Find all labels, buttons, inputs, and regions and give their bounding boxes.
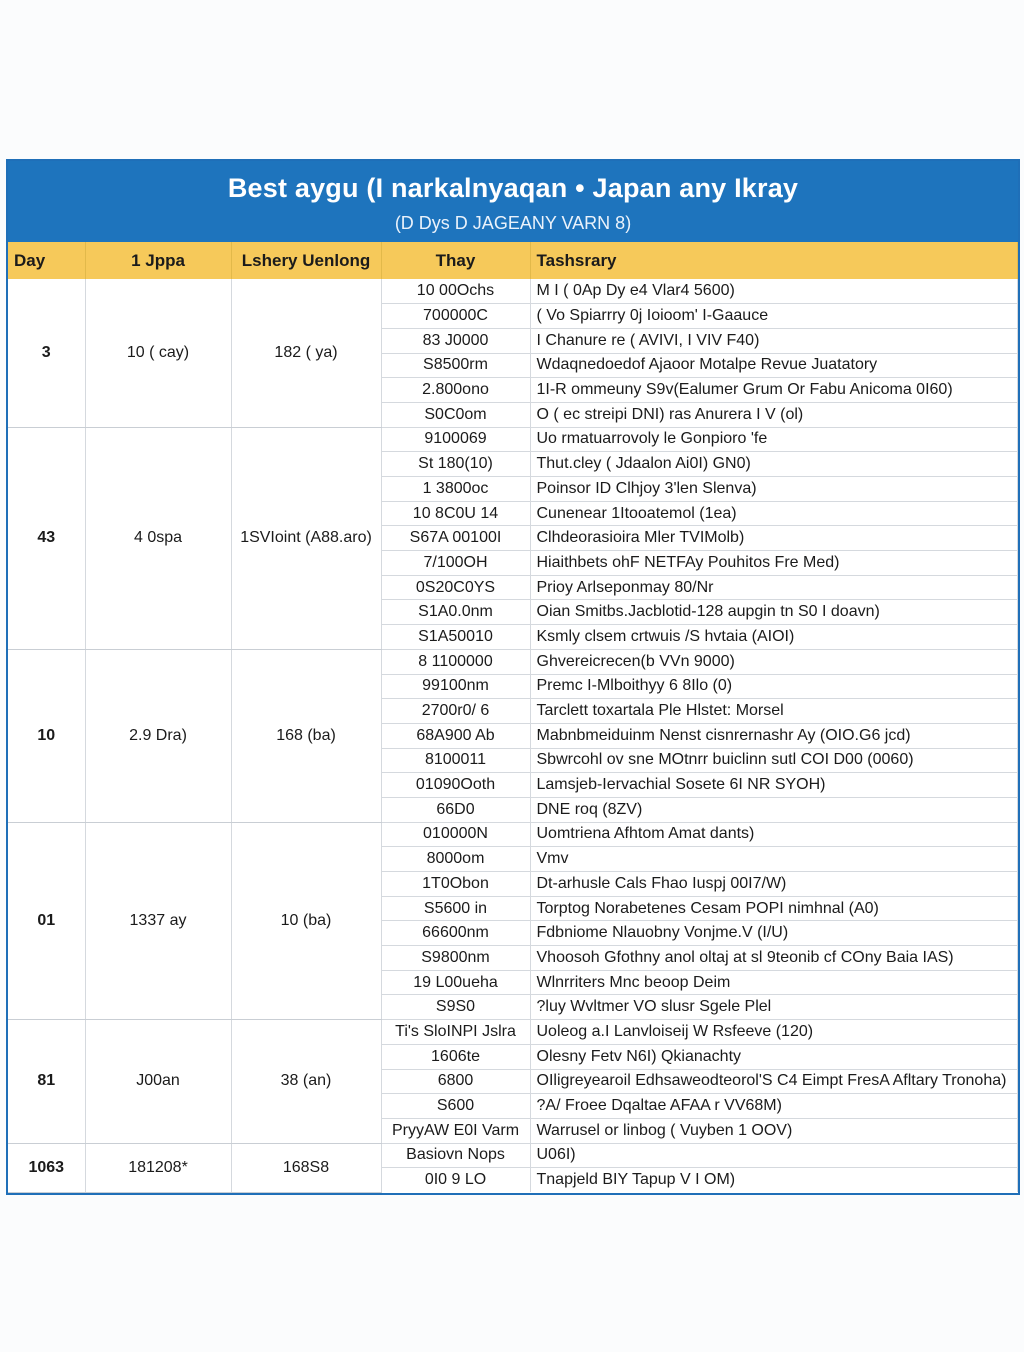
activity-cell: 1I-R ommeuny S9v(Ealumer Grum Or Fabu Anicoma 0I60)	[530, 378, 1018, 403]
time-cell: St 180(10)	[381, 452, 530, 477]
activity-cell: O ( ec streipi DNI) ras Anurera I V (ol)	[530, 402, 1018, 427]
time-cell: 68A900 Ab	[381, 723, 530, 748]
time-cell: S67A 00100I	[381, 526, 530, 551]
table-body	[8, 279, 1018, 1192]
time-cell: S1A50010	[381, 625, 530, 650]
activity-cell: Vhoosoh Gfothny anol oltaj at sl 9teonib cf COny Baia IAS)	[530, 946, 1018, 971]
group-day-cell: 43	[8, 427, 85, 649]
title-banner	[8, 161, 1018, 242]
time-cell: 1606te	[381, 1044, 530, 1069]
activity-cell: Dt-arhusle Cals Fhao Iuspj 00I7/W)	[530, 872, 1018, 897]
activity-cell: Uoleog a.I Lanvloiseij W Rsfeeve (120)	[530, 1020, 1018, 1045]
activity-cell: Warrusel or linbog ( Vuyben 1 OOV)	[530, 1118, 1018, 1143]
activity-cell: Torptog Norabetenes Cesam POPI nimhnal (A0)	[530, 896, 1018, 921]
table-row	[8, 822, 1018, 847]
table-row	[8, 649, 1018, 674]
time-cell: 7/100OH	[381, 551, 530, 576]
activity-cell: Hiaithbets ohF NETFAy Pouhitos Fre Med)	[530, 551, 1018, 576]
activity-cell: Vmv	[530, 847, 1018, 872]
table-row	[8, 427, 1018, 452]
group-day-cell: 81	[8, 1020, 85, 1143]
time-cell: 66600nm	[381, 921, 530, 946]
activity-cell: Cunenear 1Itooatemol (1ea)	[530, 501, 1018, 526]
group-col2-cell: 4 0spa	[85, 427, 231, 649]
activity-cell: OIligreyearoil Edhsaweodteorol'S C4 Eimpt FresA Afltary Tronoha)	[530, 1069, 1018, 1094]
time-cell: 99100nm	[381, 674, 530, 699]
group-col2-cell: 181208*	[85, 1143, 231, 1192]
group-day-cell: 01	[8, 822, 85, 1020]
time-cell: 8 1100000	[381, 649, 530, 674]
activity-cell: Thut.cley ( Jdaalon Ai0I) GN0)	[530, 452, 1018, 477]
time-cell: 700000C	[381, 304, 530, 329]
table-row	[8, 1020, 1018, 1045]
column-header-activity: Tashsrary	[530, 242, 1018, 279]
activity-cell: Ksmly clsem crtwuis /S hvtaia (AIOI)	[530, 625, 1018, 650]
time-cell: 10 00Ochs	[381, 279, 530, 304]
time-cell: PryyAW E0I Varm	[381, 1118, 530, 1143]
time-cell: 8100011	[381, 748, 530, 773]
time-cell: 10 8C0U 14	[381, 501, 530, 526]
activity-cell: Tarclett toxartala Ple Hlstet: Morsel	[530, 699, 1018, 724]
time-cell: S1A0.0nm	[381, 600, 530, 625]
activity-cell: ?luy Wvltmer VO slusr Sgele Plel	[530, 995, 1018, 1020]
activity-cell: Oian Smitbs.Jacblotid-128 aupgin tn S0 I doavn)	[530, 600, 1018, 625]
group-col3-cell: 168 (ba)	[231, 649, 381, 822]
column-header-day: Day	[8, 242, 85, 279]
time-cell: S0C0om	[381, 402, 530, 427]
column-header-2: 1 Jppa	[85, 242, 231, 279]
time-cell: 66D0	[381, 797, 530, 822]
group-col3-cell: 10 (ba)	[231, 822, 381, 1020]
activity-cell: Prioy Arlseponmay 80/Nr	[530, 575, 1018, 600]
group-col3-cell: 38 (an)	[231, 1020, 381, 1143]
page-title: Best aygu (I narkalnyaqan • Japan any Ikray	[227, 173, 799, 203]
time-cell: 2.800ono	[381, 378, 530, 403]
activity-cell: Uomtriena Afhtom Amat dants)	[530, 822, 1018, 847]
time-cell: Basiovn Nops	[381, 1143, 530, 1168]
activity-cell: DNE roq (8ZV)	[530, 797, 1018, 822]
time-cell: Ti's SloINPI Jslra	[381, 1020, 530, 1045]
itinerary-table-frame	[6, 159, 1020, 1195]
time-cell: 6800	[381, 1069, 530, 1094]
activity-cell: Olesny Fetv N6I) Qkianachty	[530, 1044, 1018, 1069]
activity-cell: Premc I-Mlboithyy 6 8Ilo (0)	[530, 674, 1018, 699]
itinerary-table	[8, 242, 1018, 1193]
group-col2-cell: 1337 ay	[85, 822, 231, 1020]
table-header-row	[8, 242, 1018, 279]
activity-cell: U06I)	[530, 1143, 1018, 1168]
time-cell: S9800nm	[381, 946, 530, 971]
table-row	[8, 279, 1018, 304]
table-row	[8, 1143, 1018, 1168]
activity-cell: Wdaqnedoedof Ajaoor Motalpe Revue Juatatory	[530, 353, 1018, 378]
activity-cell: Mabnbmeiduinm Nenst cisnrernashr Ay (OIO.G6 jcd)	[530, 723, 1018, 748]
time-cell: 01090Ooth	[381, 773, 530, 798]
activity-cell: M I ( 0Ap Dy e4 Vlar4 5600)	[530, 279, 1018, 304]
activity-cell: Sbwrcohl ov sne MOtnrr buiclinn sutl COI D00 (0060)	[530, 748, 1018, 773]
group-col2-cell: 10 ( cay)	[85, 279, 231, 427]
activity-cell: Lamsjeb-Iervachial Sosete 6I NR SYOH)	[530, 773, 1018, 798]
group-day-cell: 3	[8, 279, 85, 427]
activity-cell: Tnapjeld BIY Tapup V I OM)	[530, 1168, 1018, 1193]
group-col3-cell: 182 ( ya)	[231, 279, 381, 427]
time-cell: 0I0 9 LO	[381, 1168, 530, 1193]
time-cell: 010000N	[381, 822, 530, 847]
activity-cell: I Chanure re ( AVIVI, I VIV F40)	[530, 328, 1018, 353]
time-cell: S9S0	[381, 995, 530, 1020]
time-cell: S5600 in	[381, 896, 530, 921]
activity-cell: Wlnrriters Mnc beoop Deim	[530, 970, 1018, 995]
time-cell: S600	[381, 1094, 530, 1119]
time-cell: 83 J0000	[381, 328, 530, 353]
activity-cell: Uo rmatuarrovoly le Gonpioro 'fe	[530, 427, 1018, 452]
group-col2-cell: J00an	[85, 1020, 231, 1143]
time-cell: 2700r0/ 6	[381, 699, 530, 724]
activity-cell: ( Vo Spiarrry 0j Ioioom' I-Gaauce	[530, 304, 1018, 329]
activity-cell: Ghvereicrecen(b VVn 9000)	[530, 649, 1018, 674]
group-day-cell: 1063	[8, 1143, 85, 1192]
group-col3-cell: 168S8	[231, 1143, 381, 1192]
time-cell: 1T0Obon	[381, 872, 530, 897]
column-header-time: Thay	[381, 242, 530, 279]
activity-cell: Fdbniome Nlauobny Vonjme.V (I/U)	[530, 921, 1018, 946]
time-cell: 0S20C0YS	[381, 575, 530, 600]
activity-cell: ?A/ Froee Dqaltae AFAA r VV68M)	[530, 1094, 1018, 1119]
time-cell: S8500rm	[381, 353, 530, 378]
activity-cell: Poinsor ID Clhjoy 3'len Slenva)	[530, 477, 1018, 502]
group-col3-cell: 1SVIoint (A88.aro)	[231, 427, 381, 649]
time-cell: 9100069	[381, 427, 530, 452]
time-cell: 1 3800oc	[381, 477, 530, 502]
group-day-cell: 10	[8, 649, 85, 822]
page-subtitle: (D Dys D JAGEANY VARN 8)	[394, 213, 632, 233]
activity-cell: Clhdeorasioira Mler TVIMolb)	[530, 526, 1018, 551]
column-header-3: Lshery Uenlong	[231, 242, 381, 279]
time-cell: 8000om	[381, 847, 530, 872]
time-cell: 19 L00ueha	[381, 970, 530, 995]
group-col2-cell: 2.9 Dra)	[85, 649, 231, 822]
